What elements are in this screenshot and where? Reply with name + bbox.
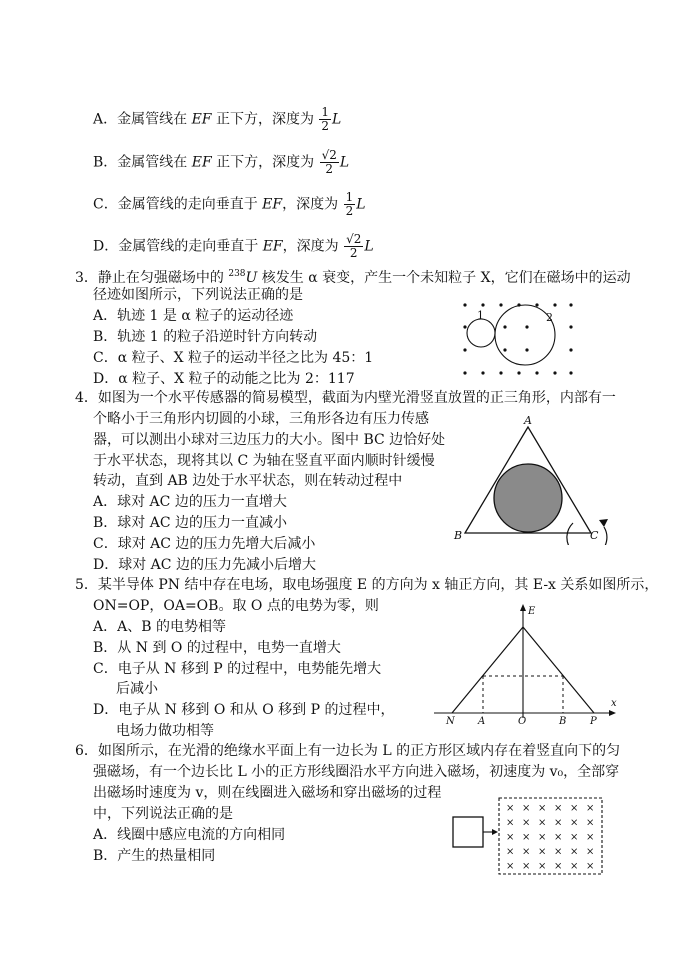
field-marks [506,803,594,872]
field-x-mark: × [570,803,579,814]
q4-option-b: B．球对 AC 边的压力一直减小 [93,515,288,531]
q5-stem-line2: ON=OP，OA=OB。取 O 点的电势为零，则 [93,598,379,614]
track-1 [467,319,495,347]
e-axis-label: E [528,606,536,617]
q3-figure-tracks [455,295,580,385]
q3-stem-line2: 径迹如图所示，下列说法正确的是 [93,287,303,303]
track-1-label: 1 [477,309,484,322]
x-axis-label: x [611,698,617,709]
e-axis-arrow [520,604,526,611]
q4-figure-triangle [450,415,620,545]
point-label-n: N [446,716,455,727]
field-x-mark: × [554,832,563,843]
track-2-label: 2 [546,311,553,324]
field-x-mark: × [554,817,563,829]
field-x-mark: × [554,803,563,814]
field-x-mark: × [506,861,515,872]
field-x-mark: × [506,803,515,814]
q5-option-c-cont: 后减小 [116,681,158,697]
field-x-mark: × [570,817,579,829]
field-x-mark: × [522,832,531,843]
field-x-mark: × [522,803,531,814]
q3-stem-line1: 3．静止在匀强磁场中的 $^{238}$U 核发生 α 衰变，产生一个未知粒子 X，它们在磁场中的运动 [75,269,631,286]
x-axis-arrow [609,710,616,716]
q3-option-d: D．α 粒子、X 粒子的动能之比为 2：117 [93,371,355,387]
field-x-mark: × [522,846,531,858]
field-x-mark: × [586,803,595,814]
q5-option-d: D．电子从 N 移到 O 和从 O 移到 P 的过程中， [93,702,395,718]
arrow-head [599,519,608,527]
field-x-mark: × [586,832,595,843]
field-x-mark: × [506,832,515,843]
field-x-mark: × [538,846,547,858]
q6-stem-line3: 出磁场时速度为 v，则在线圈进入磁场和穿出磁场的过程 [93,785,442,801]
field-x-mark: × [554,846,563,858]
q3-option-c: C．α 粒子、X 粒子的运动半径之比为 45：1 [93,350,374,366]
q6-option-a: A．线圈中感应电流的方向相同 [93,827,286,843]
field-x-mark: × [570,832,579,843]
q5-option-b: B．从 N 到 O 的过程中，电势一直增大 [93,640,341,656]
field-x-mark: × [570,861,579,872]
field-x-mark: × [586,817,595,829]
q4-option-c: C．球对 AC 边的压力先增大后减小 [93,536,316,552]
q5-option-a: A．A、B 的电势相等 [93,619,226,635]
field-x-mark: × [522,861,531,872]
q3-option-b: B．轨迹 1 的粒子沿逆时针方向转动 [93,329,318,345]
field-x-mark: × [506,846,515,858]
q2-option-b: B．金属管线在 EF 正下方，深度为 $\frac{√2}{2}$ L [93,148,350,176]
q5-stem-line1: 5．某半导体 PN 结中存在电场，取电场强度 E 的方向为 x 轴正方向，其 E-x 关系如图所示， [75,577,659,593]
field-x-mark: × [522,817,531,829]
point-label-a: A [478,716,486,727]
isotope-mass: 238 [228,269,246,279]
vertex-label-c: C [590,529,599,542]
q6-stem-line1: 6．如图所示，在光滑的绝缘水平面上有一边长为 L 的正方形区域内存在着竖直向下的匀 [75,743,621,759]
field-x-mark: × [586,861,595,872]
q6-stem-line2: 强磁场，有一个边长比 L 小的正方形线圈沿水平方向进入磁场，初速度为 v₀，全部穿 [93,764,620,780]
q4-stem-line3: 器，可以测出小球对三边压力的大小。图中 BC 边恰好处 [93,432,446,448]
q5-option-c: C．电子从 N 移到 P 的过程中，电势能先增大 [93,661,382,677]
e-x-curve-left [452,627,523,713]
q2-option-a: A．金属管线在 EF 正下方，深度为 $\frac{1}{2}$ L [93,105,342,133]
field-x-mark: × [538,803,547,814]
square-coil [453,817,483,847]
point-label-b: B [559,716,567,727]
fraction: $\frac{1}{2}$ [321,105,330,133]
field-x-mark: × [586,846,595,858]
field-x-mark: × [554,861,563,872]
field-x-mark: × [570,846,579,858]
field-x-mark: × [538,832,547,843]
point-label-p: P [590,716,597,727]
e-x-curve-right [523,627,594,713]
q5-option-d-cont: 电场力做功相等 [116,723,214,739]
q4-stem-line2: 个略小于三角形内切圆的小球，三角形各边有压力传感 [93,411,429,427]
fraction: $\frac{√2}{2}$ [321,148,337,176]
q4-option-d: D．球对 AC 边的压力先减小后增大 [93,557,316,573]
q2-option-c: C．金属管线的走向垂直于 EF，深度为 $\frac{1}{2}$ L [93,190,366,218]
q3-option-a: A．轨迹 1 是 α 粒子的运动径迹 [93,308,294,324]
fraction: $\frac{1}{2}$ [345,190,354,218]
q5-figure-e-x-graph [430,600,620,730]
q2-option-d: D．金属管线的走向垂直于 EF，深度为 $\frac{√2}{2}$ L [93,232,374,260]
vertex-label-a: A [524,415,532,427]
q4-stem-line5: 转动，直到 AB 边处于水平状态，则在转动过程中 [93,473,403,489]
isotope-symbol: U [245,270,258,286]
q4-stem-line4: 于水平状态，现将其以 C 为轴在竖直平面内顺时针缓慢 [93,453,435,469]
q6-figure-coil-field [448,795,608,880]
q6-option-b: B．产生的热量相同 [93,848,216,864]
q6-stem-line4: 中，下列说法正确的是 [93,806,233,822]
fraction: $\frac{√2}{2}$ [346,232,362,260]
point-label-o: O [518,716,527,727]
ball [494,464,562,532]
field-x-mark: × [506,817,515,829]
vertex-label-b: B [454,529,463,542]
field-x-mark: × [538,817,547,829]
field-x-mark: × [538,861,547,872]
q4-option-a: A．球对 AC 边的压力一直增大 [93,494,287,510]
q4-stem-line1: 4．如图为一个水平传感器的简易模型，截面为内壁光滑竖直放置的正三角形，内部有一 [75,390,616,406]
